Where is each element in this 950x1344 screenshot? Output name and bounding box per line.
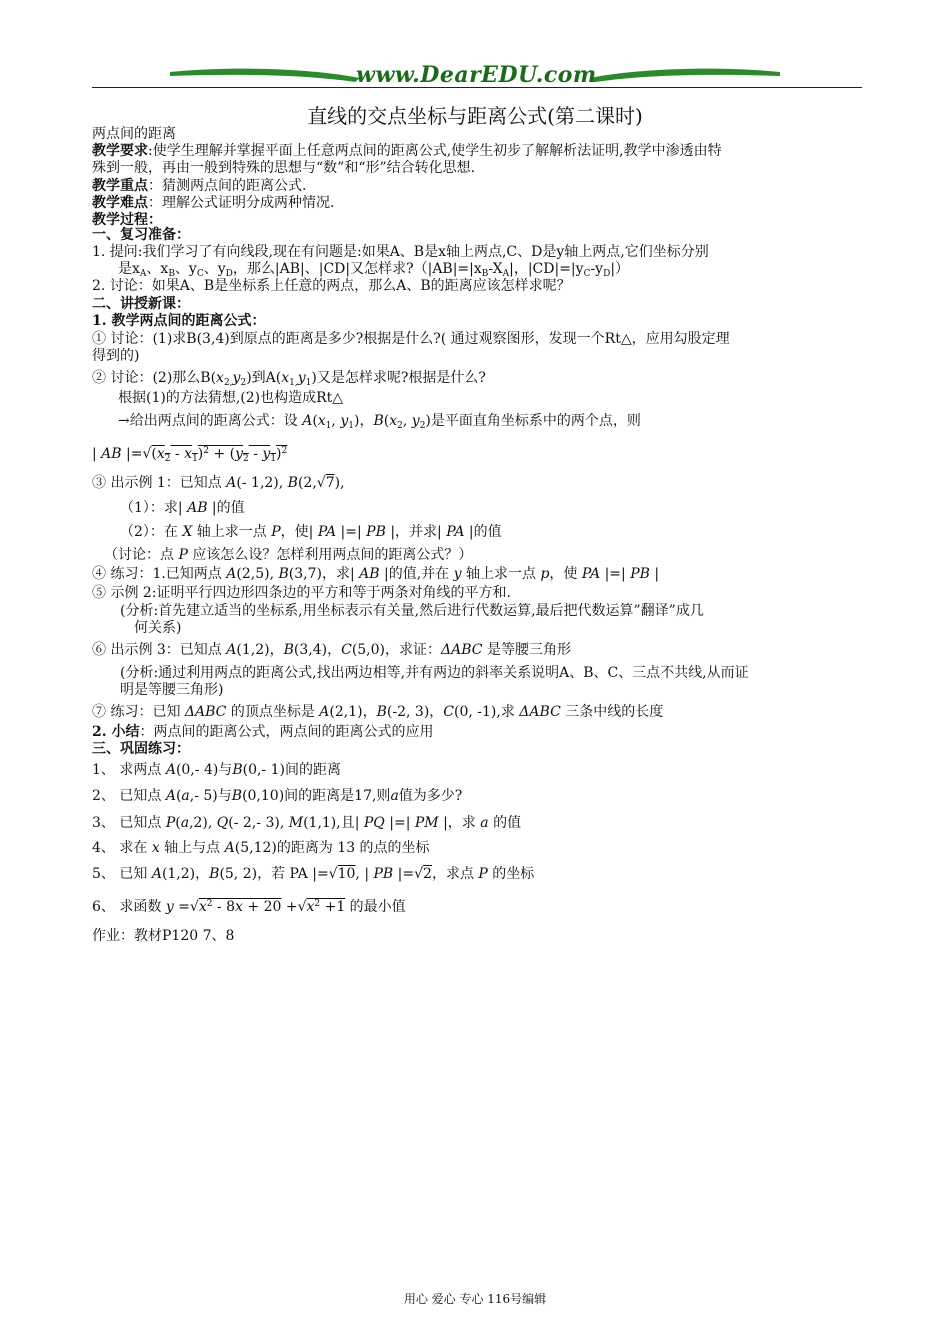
text-run: PB [373, 866, 394, 882]
text-line [92, 642, 571, 659]
text-run: -y [590, 261, 604, 277]
text-run: A [302, 413, 313, 429]
text-run: 10 [337, 866, 356, 882]
text-run: B [283, 642, 294, 658]
text-line [92, 704, 663, 721]
text-run: (0, -1),求 [454, 704, 520, 720]
text-line [92, 840, 430, 857]
text-run: 、x [146, 261, 169, 277]
text-run: C [196, 269, 204, 279]
text-run: 得到的) [92, 348, 140, 364]
text-line [92, 313, 266, 330]
text-run: |，|CD|=|y [509, 261, 584, 277]
text-run: 3、 已知点 [92, 815, 166, 831]
text-run: PM [414, 815, 439, 831]
text-run: y [453, 566, 462, 582]
text-run: PB [630, 566, 650, 582]
text-run: ( [312, 413, 318, 429]
text-run: 的最小值 [345, 899, 406, 915]
text-run: PA [581, 566, 601, 582]
text-run: M [288, 815, 304, 831]
text-run: 轴上求一点 [461, 566, 541, 582]
text-run: , | [355, 866, 374, 882]
text-run: 教学要求 [92, 143, 148, 159]
text-run: B [373, 413, 384, 429]
text-run: x [306, 899, 315, 915]
text-run: - [170, 446, 185, 462]
text-run: + 20 [242, 899, 282, 915]
text-line [92, 724, 434, 741]
text-run: $\overline{y}$ [235, 446, 244, 462]
text-run: $\overline{x}$ [235, 899, 243, 915]
text-run: a [480, 815, 489, 831]
text-run: A [165, 788, 176, 804]
text-run: )是平面直角坐标系中的两个点，则 [425, 413, 641, 429]
text-run: 教学难点 [92, 195, 148, 211]
text-run: 2. 讨论：如果A、B是坐标系上任意的两点，那么A、B的距离应该怎样求呢？ [92, 278, 571, 294]
text-run: ：理解公式证明分成两种情况. [148, 195, 335, 211]
text-run: (3,4)， [293, 642, 342, 658]
text-run: |的值 [464, 524, 502, 540]
text-line [92, 443, 287, 468]
text-run: 1 [305, 378, 312, 388]
text-run: 教学重点 [92, 178, 148, 194]
text-run: A [165, 762, 176, 778]
text-line [92, 370, 486, 392]
text-run: 值为多少? [398, 788, 463, 804]
text-run: ( [175, 788, 182, 804]
text-run: |的值,并在 [379, 566, 454, 582]
text-run: ： [176, 296, 190, 312]
text-run: ① 讨论：(1)求B(3,4)到原点的距离是多少?根据是什么?( 通过观察图形，发现一个Rt△，应用勾股定理 [92, 331, 730, 347]
text-run: 、y [174, 261, 197, 277]
text-run: Q [216, 815, 229, 831]
text-run: x [281, 370, 290, 386]
text-run: 三条中线的长度 [560, 704, 664, 720]
text-run: C [443, 704, 455, 720]
text-run: |，并求| [385, 524, 447, 540]
text-run: A [226, 566, 237, 582]
text-run: x [389, 413, 398, 429]
text-run: P [178, 547, 188, 563]
text-line [92, 126, 176, 143]
text-run: C [341, 642, 352, 658]
text-line [118, 390, 343, 407]
text-run: (3,7)，求| [288, 566, 360, 582]
text-run: ： [176, 227, 190, 243]
text-run: 4、 求在 [92, 840, 152, 856]
text-run: 6、 求函数 [92, 899, 166, 915]
text-run: 1、 求两点 [92, 762, 166, 778]
text-run: 2 [314, 899, 321, 909]
text-run: p [540, 566, 550, 582]
text-run: y [340, 413, 349, 429]
text-line [92, 331, 730, 348]
text-run: (2,1)， [329, 704, 377, 720]
text-run: PQ [363, 815, 385, 831]
text-run: B [278, 566, 289, 582]
text-run: 教学过程 [92, 212, 148, 228]
text-line [92, 195, 334, 212]
text-run: 2 [281, 446, 288, 456]
text-line [92, 160, 475, 177]
text-line [92, 143, 722, 160]
text-run: )， [353, 413, 374, 429]
text-run: $\overline{y}$ [262, 446, 271, 462]
text-run: 2 [240, 378, 247, 388]
text-run: x [317, 413, 326, 429]
text-run: 1. 提问:我们学习了有向线段,现在有问题是:如果A、B是x轴上两点,C、D是y轴上两点,它们坐标分别 [92, 244, 709, 260]
text-line [92, 866, 534, 883]
text-run: (0,10)间的距离是17,则 [242, 788, 391, 804]
text-run: A [151, 866, 162, 882]
text-run: B [232, 762, 243, 778]
text-run: + ( [209, 446, 236, 462]
text-run: | [92, 446, 102, 462]
text-run: (5,0)，求证： [351, 642, 442, 658]
text-run: |） [610, 261, 630, 277]
text-run: A [502, 269, 510, 279]
text-line [120, 524, 502, 541]
text-run: (0,- 4)与 [175, 762, 233, 778]
text-run: (1,2)， [161, 866, 210, 882]
green-swoosh-right [590, 69, 780, 82]
text-run: (1,2)， [236, 642, 284, 658]
text-run: ，那么|AB|、|CD|又怎样求?（|AB|=|x [232, 261, 482, 277]
text-run: AB [359, 566, 380, 582]
text-run: (0,- 1)间的距离 [242, 762, 341, 778]
text-run: 应该怎么设？怎样利用两点间的距离公式？） [187, 547, 473, 563]
page-title: 直线的交点坐标与距离公式(第二课时) [307, 104, 643, 128]
text-run: C [583, 269, 591, 279]
text-run: B [287, 475, 298, 491]
text-run: x [216, 370, 224, 386]
text-run: B [481, 269, 489, 279]
text-run: (5, 2)，若 PA |=√ [219, 866, 338, 882]
text-run: 三、巩固练习 [92, 741, 176, 757]
text-run: PA [446, 524, 465, 540]
text-run: 1, [289, 378, 298, 388]
text-run: ： [251, 313, 266, 329]
text-run: ΔABC [519, 704, 561, 720]
text-run: ΔABC [441, 642, 483, 658]
text-line [92, 928, 234, 945]
text-line [92, 815, 521, 832]
text-run: (分析:通过利用两点的距离公式,找出两边相等,并有两边的斜率关系说明A、B、C、三点不共线,从而证 [120, 665, 749, 681]
text-run: |的值 [207, 500, 245, 516]
text-run: $\overline{x}$ [184, 446, 193, 462]
text-run: |=√ [393, 866, 424, 882]
text-run: y [232, 370, 241, 386]
text-run: 2 [423, 866, 432, 882]
text-run: y [411, 413, 420, 429]
text-run: |=| [600, 566, 631, 582]
text-line [120, 500, 245, 517]
text-line [92, 788, 462, 805]
text-line [134, 620, 181, 637]
text-run: ④ 练习：1.已知两点 [92, 566, 227, 582]
text-line [92, 566, 659, 583]
text-run: A [319, 704, 330, 720]
text-run: | [649, 566, 660, 582]
text-line [120, 665, 749, 682]
text-run: 轴上与点 [159, 840, 225, 856]
text-run: ，使 [549, 566, 582, 582]
text-run: （2）：在 [120, 524, 183, 540]
text-run: （1）：求| [120, 500, 188, 516]
text-run: , [331, 413, 341, 429]
text-run: ： [148, 212, 162, 228]
text-run: 两点间的距离 [92, 126, 176, 142]
text-run: 1 [348, 421, 354, 431]
text-run: )到A( [246, 370, 282, 386]
text-run: 2. 小结 [92, 724, 140, 740]
text-run: PA [317, 524, 337, 540]
text-run: A [139, 269, 147, 279]
text-run: 5、 已知 [92, 866, 152, 882]
text-run: P [271, 524, 281, 540]
text-run: 1 [270, 454, 277, 464]
text-run: ③ 出示例 1：已知点 [92, 475, 227, 491]
text-run: AB [101, 446, 122, 462]
text-run: |=| [384, 815, 415, 831]
logo-text: www.DearEDU.com [356, 62, 597, 88]
text-run: (- 1,2), [236, 475, 288, 491]
text-run: ⑦ 练习：已知 [92, 704, 185, 720]
text-run: 2 [206, 899, 213, 909]
text-run: (分析:首先建立适当的坐标系,用坐标表示有关量,然后进行代数运算,最后把代数运算”翻译”成几 [120, 603, 704, 619]
text-run: x [198, 899, 207, 915]
text-line [92, 178, 306, 195]
text-run: 2 [243, 454, 249, 464]
text-line [120, 603, 704, 620]
text-run: a [181, 788, 190, 804]
header-rule [92, 87, 862, 88]
text-run: 1 [325, 421, 332, 431]
text-run: B [376, 704, 387, 720]
text-run: a [390, 788, 399, 804]
text-run: , [402, 413, 412, 429]
text-run: 的值 [488, 815, 522, 831]
green-swoosh-left [170, 69, 360, 82]
text-line [92, 227, 190, 244]
text-run: (5,12)的距离为 13 的点的坐标 [234, 840, 430, 856]
text-run: a [180, 815, 190, 831]
text-run: 2 [164, 454, 171, 464]
text-run: ) [276, 446, 282, 462]
text-run: 2 [203, 446, 209, 456]
text-run: ： [176, 741, 190, 757]
text-run: |=| [336, 524, 367, 540]
text-run: (-2, 3)， [386, 704, 444, 720]
text-run: +√ [281, 899, 307, 915]
text-run: ( [383, 413, 390, 429]
text-run: ：两点间的距离公式，两点间的距离公式的应用 [139, 724, 434, 740]
text-run: 2、 已知点 [92, 788, 166, 804]
text-run: 明是等腰三角形) [120, 682, 224, 698]
text-run: PB [366, 524, 386, 540]
text-run: 殊到一般，再由一般到特殊的思想与“数”和“形”结合转化思想. [92, 160, 476, 176]
text-line [92, 475, 345, 492]
text-run: +1 [320, 899, 346, 915]
text-run: A [226, 475, 237, 491]
text-run: 是x [118, 261, 140, 277]
text-run: (1,1),且| [303, 815, 364, 831]
text-run: A [224, 840, 235, 856]
text-line [118, 413, 641, 435]
text-run: (- 2,- 3), [228, 815, 289, 831]
text-line [92, 585, 511, 602]
text-line [92, 244, 709, 261]
text-run: AB [187, 500, 208, 516]
text-line [92, 896, 406, 916]
text-run: 2 [419, 421, 426, 431]
text-run: 的顶点坐标是 [226, 704, 320, 720]
text-run: -X [488, 261, 503, 277]
text-run: ② 讨论：(2)那么B( [92, 370, 217, 386]
text-run: - 8 [212, 899, 236, 915]
text-run: (2,√ [297, 475, 326, 491]
text-run: ，求点 [431, 866, 479, 882]
text-run: ⑤ 示例 2:证明平行四边形四条边的平方和等于两条对角线的平方和. [92, 585, 511, 601]
text-run: ΔABC [184, 704, 227, 720]
text-run: B [168, 269, 175, 279]
text-run: 1 [192, 454, 198, 464]
text-run: P [478, 866, 488, 882]
text-run: ( [151, 446, 157, 462]
text-run: ，使| [280, 524, 318, 540]
text-run: 何关系) [134, 620, 182, 636]
text-run: ,- 5)与 [189, 788, 232, 804]
text-run: :使学生理解并掌握平面上任意两点间的距离公式,使学生初步了解解析法证明,教学中渗透由特 [148, 143, 722, 159]
text-run: y [165, 899, 174, 915]
text-run: 一、复习准备 [92, 227, 176, 243]
text-run: 、y [203, 261, 226, 277]
text-run: (2,5), [236, 566, 279, 582]
text-line [104, 547, 472, 564]
text-line [92, 278, 571, 295]
text-run: =√ [173, 899, 199, 915]
page-footer: 用心 爱心 专心 116号编辑 [403, 1292, 547, 1306]
text-run: 1. 教学两点间的距离公式 [92, 313, 252, 329]
text-line [92, 296, 190, 313]
text-run: （讨论：点 [104, 547, 179, 563]
text-run: →给出两点间的距离公式：设 [118, 413, 303, 429]
text-run: ( [175, 815, 181, 831]
text-run: y [297, 370, 306, 386]
text-run: ,2), [189, 815, 217, 831]
text-run: D [603, 269, 611, 279]
text-run: x [151, 840, 160, 856]
text-run: X [182, 524, 193, 540]
text-run: 轴上求一点 [192, 524, 272, 540]
text-run: 的坐标 [487, 866, 535, 882]
text-run: 作业：教材P120 7、8 [92, 928, 235, 944]
text-run: B [209, 866, 220, 882]
text-run: B [231, 788, 243, 804]
text-run: D [225, 269, 233, 279]
text-run: ) [197, 446, 204, 462]
text-run: - [248, 446, 263, 462]
text-run: 7 [325, 475, 335, 491]
text-run: 二、讲授新课 [92, 296, 176, 312]
text-run: A [226, 642, 237, 658]
text-run: $\overline{x}$ [156, 446, 165, 462]
text-run: )又是怎样求呢?根据是什么? [311, 370, 486, 386]
text-run: |=√ [121, 446, 152, 462]
text-run: ⑥ 出示例 3：已知点 [92, 642, 227, 658]
text-run: 2 [397, 421, 403, 431]
text-line [92, 762, 341, 779]
text-run: ), [334, 475, 345, 491]
text-run: |，求 [438, 815, 481, 831]
text-run: ：猜测两点间的距离公式. [148, 178, 307, 194]
text-line [92, 348, 139, 365]
text-run: 2, [223, 378, 233, 388]
text-line [120, 682, 223, 699]
text-run: 根据(1)的方法猜想,(2)也构造成Rt△ [118, 390, 344, 406]
text-run: P [165, 815, 176, 831]
text-run: 是等腰三角形 [482, 642, 571, 658]
text-line [92, 741, 190, 758]
